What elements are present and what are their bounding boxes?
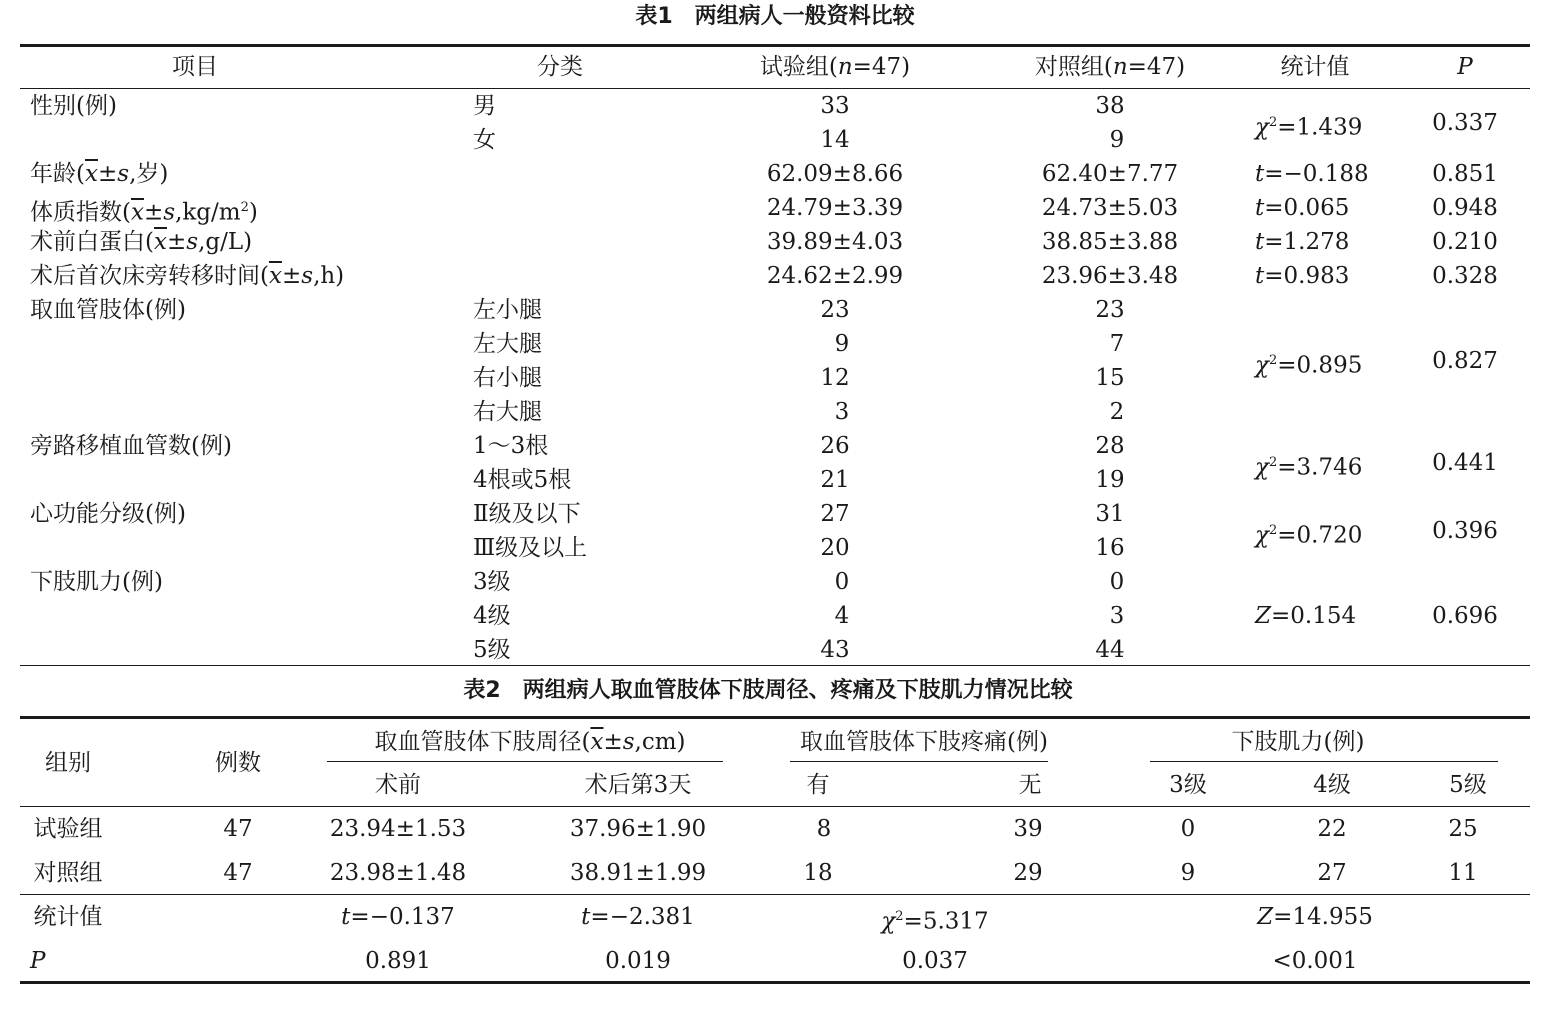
t1-cat: 右小腿 [473,365,542,391]
t1-p: 0.441 [1432,450,1498,476]
t2-header-limb-power: 下肢肌力(例) [1231,729,1365,755]
t2-row-pre: 23.98±1.48 [329,860,467,886]
t1-p: 0.328 [1432,263,1498,289]
t1-ctl: 38 [1095,93,1125,119]
t1-header-control: 对照组(n=47) [1034,54,1186,80]
table2-caption: 表2 两组病人取血管肢体下肢周径、疼痛及下肢肌力情况比较 [463,678,1073,703]
t1-item-harvest-limb: 取血管肢体(例) [30,297,186,323]
t2-header-group: 组别 [45,750,91,776]
t1-header-experimental: 试验组(n=47) [759,54,911,80]
t2-header-circumference: 取血管肢体下肢周径$(\overline{x}\pm s,cm)$ [374,729,686,755]
t2-row-pre: 23.94±1.53 [329,816,467,842]
t1-ctl: 38.85±3.88 [1041,229,1179,255]
t1-ctl: 23 [1095,297,1125,323]
t1-p: 0.948 [1432,195,1498,221]
t1-item-limb-strength: 下肢肌力(例) [30,569,163,595]
t2-stat-power: Z=14.955 [1257,904,1373,930]
t1-ctl: 0 [1109,569,1125,595]
t1-ctl: 15 [1095,365,1125,391]
t2-row-post: 38.91±1.99 [569,860,707,886]
t2-p-pre: 0.891 [365,948,431,974]
t1-item-transfer-time: 术后首次床旁转移时间$(\overline{x}\pm s,h)$ [30,263,345,289]
t2-sub-pre: 术前 [375,772,421,798]
t1-cat: 男 [473,93,496,119]
t1-cat: 1～3根 [473,433,549,459]
t2-power-underline [1150,761,1498,762]
t1-p: 0.827 [1432,348,1498,374]
t1-header-item: 项目 [172,54,218,80]
t1-exp: 0 [834,569,850,595]
t1-ctl: 3 [1109,603,1125,629]
t2-p-post: 0.019 [605,948,671,974]
t1-ctl: 16 [1095,535,1125,561]
table1-bottom-rule [20,665,1530,666]
t1-ctl: 31 [1095,501,1125,527]
t1-header-statistic: 统计值 [1280,54,1350,80]
t2-sub-level4: 4级 [1313,772,1351,798]
t1-item-graft-count: 旁路移植血管数(例) [30,433,232,459]
t1-cat: 4根或5根 [473,467,572,493]
t1-exp: 27 [820,501,850,527]
table1-top-rule [20,44,1530,47]
t1-ctl: 44 [1095,637,1125,663]
t1-exp: 4 [834,603,850,629]
t1-stat: t=0.065 [1255,195,1350,221]
t2-p-power: <0.001 [1272,948,1358,974]
t1-exp: 39.89±4.03 [766,229,904,255]
t1-ctl: 23.96±3.48 [1041,263,1179,289]
t2-row-level5: 25 [1448,816,1478,842]
t2-row-level4: 27 [1317,860,1347,886]
table2-header-rule [20,806,1530,807]
t1-exp: 9 [834,331,850,357]
t1-exp: 23 [820,297,850,323]
t2-row-post: 37.96±1.90 [569,816,707,842]
t1-ctl: 62.40±7.77 [1041,161,1179,187]
t2-circ-underline [327,761,723,762]
t1-p: 0.337 [1432,110,1498,136]
t1-p: 0.696 [1432,603,1498,629]
t2-row-group: 对照组 [33,860,103,886]
t2-stat-pre: t=−0.137 [341,904,455,930]
t1-stat: $\chi^2=0.895$ [1255,352,1363,379]
t2-row-count: 47 [223,860,253,886]
t1-cat: Ⅲ级及以上 [473,535,588,561]
t1-ctl: 19 [1095,467,1125,493]
table2-top-rule [20,716,1530,719]
t1-p: 0.851 [1432,161,1498,187]
t2-stat-label: 统计值 [33,904,103,930]
table1-caption: 表1 两组病人一般资料比较 [635,4,915,29]
t2-row-count: 47 [223,816,253,842]
t2-header-count: 例数 [215,750,261,776]
t1-stat: t=0.983 [1255,263,1350,289]
table1-header-rule [20,88,1530,89]
t1-item-bmi: 体质指数$(\overline{x}\pm s,kg/m^2)$ [30,199,258,226]
t1-header-p: P [1457,54,1473,80]
t1-item-cardiac-class: 心功能分级(例) [30,501,186,527]
t1-exp: 14 [820,127,850,153]
t1-ctl: 7 [1109,331,1125,357]
t2-sub-no: 无 [1018,772,1042,798]
t1-exp: 43 [820,637,850,663]
t1-exp: 12 [820,365,850,391]
t2-row-group: 试验组 [33,816,103,842]
t2-pain-underline [790,761,1048,762]
t1-stat: t=1.278 [1255,229,1350,255]
t1-item-age: 年龄($\overline{x}\pm s$,岁) [30,161,169,187]
t2-sub-post: 术后第3天 [584,772,692,798]
t1-ctl: 24.73±5.03 [1041,195,1179,221]
t1-stat: Z=0.154 [1255,603,1357,629]
t2-p-label: P [30,948,46,974]
t1-ctl: 9 [1109,127,1125,153]
t1-exp: 33 [820,93,850,119]
t2-row-pain-no: 39 [1013,816,1043,842]
t1-cat: 女 [473,127,496,153]
t1-item-albumin: 术前白蛋白$(\overline{x}\pm s,g/L)$ [30,229,253,255]
t2-row-level3: 9 [1180,860,1196,886]
t1-item-sex: 性别(例) [30,93,117,119]
t1-cat: 4级 [473,603,511,629]
t2-header-pain: 取血管肢体下肢疼痛(例) [800,729,1048,755]
t1-cat: Ⅱ级及以下 [473,501,581,527]
t1-p: 0.210 [1432,229,1498,255]
t2-row-pain-yes: 8 [816,816,832,842]
t1-exp: 24.79±3.39 [766,195,904,221]
table2-stat-rule [20,894,1530,895]
t2-sub-yes: 有 [806,772,830,798]
t2-p-pain: 0.037 [902,948,968,974]
t1-stat: $\chi^2=0.720$ [1255,522,1363,549]
table2-bottom-rule [20,981,1530,984]
t2-row-level5: 11 [1448,860,1478,886]
t1-stat: $\chi^2=1.439$ [1255,114,1363,141]
t1-exp: 62.09±8.66 [766,161,904,187]
t2-stat-pain: $\chi^2=5.317$ [881,908,989,935]
t1-stat: $\chi^2=3.746$ [1255,454,1363,481]
t1-cat: 5级 [473,637,511,663]
t1-exp: 20 [820,535,850,561]
t1-ctl: 28 [1095,433,1125,459]
t1-cat: 右大腿 [473,399,542,425]
t1-exp: 21 [820,467,850,493]
t2-stat-post: t=−2.381 [581,904,695,930]
t1-p: 0.396 [1432,518,1498,544]
t1-header-category: 分类 [537,54,583,80]
t1-cat: 3级 [473,569,511,595]
t1-cat: 左小腿 [473,297,542,323]
t1-exp: 3 [834,399,850,425]
t2-sub-level5: 5级 [1449,772,1487,798]
t1-cat: 左大腿 [473,331,542,357]
t1-exp: 24.62±2.99 [766,263,904,289]
t2-sub-level3: 3级 [1169,772,1207,798]
t1-ctl: 2 [1109,399,1125,425]
t2-row-pain-yes: 18 [803,860,833,886]
t2-row-pain-no: 29 [1013,860,1043,886]
t2-row-level3: 0 [1180,816,1196,842]
t1-stat: t=−0.188 [1255,161,1369,187]
t1-exp: 26 [820,433,850,459]
t2-row-level4: 22 [1317,816,1347,842]
